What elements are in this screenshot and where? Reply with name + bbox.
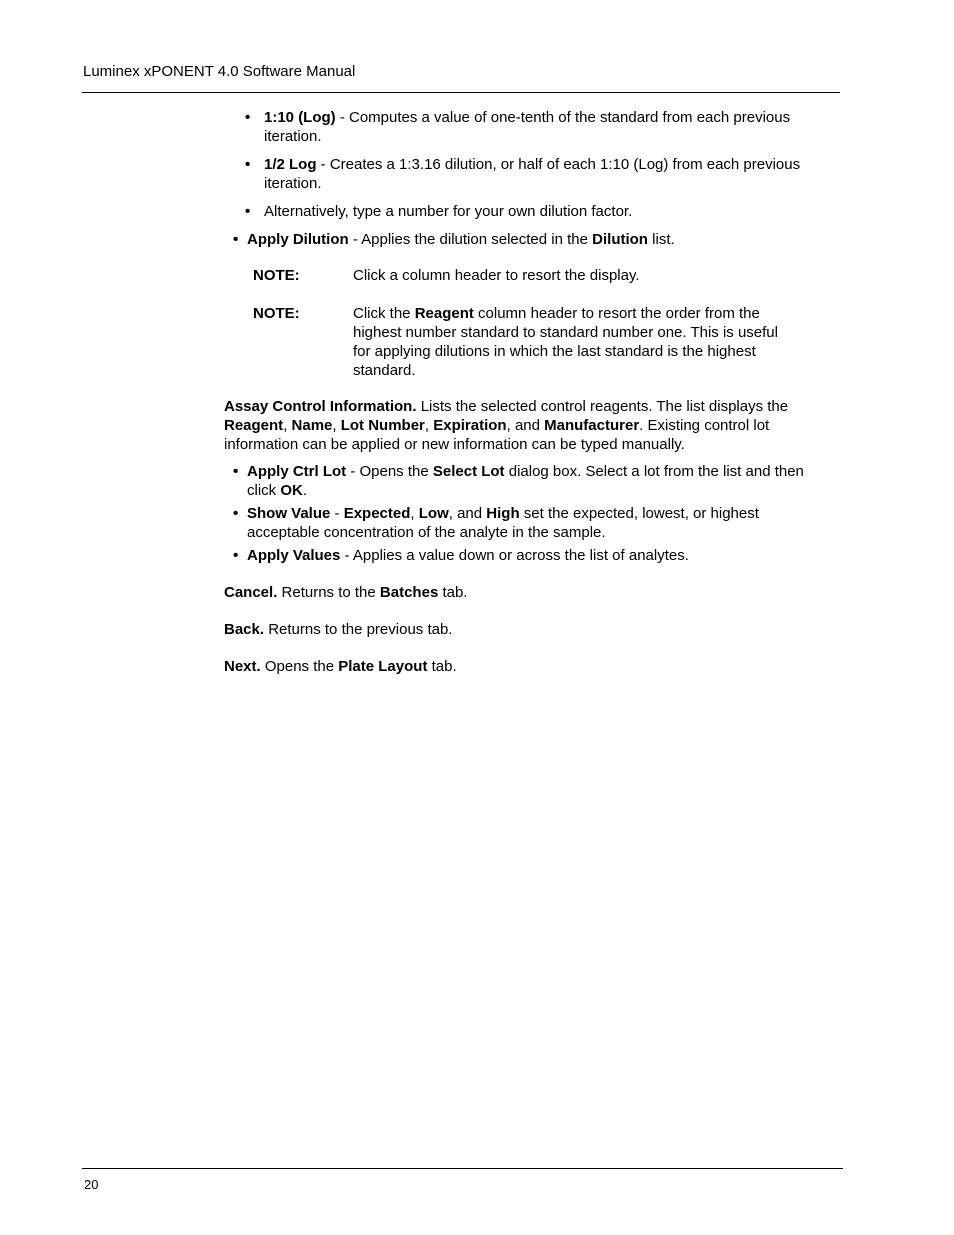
note-text: Click a column header to resort the display. (353, 267, 640, 284)
apply-ctrl-lot-text (247, 462, 835, 500)
show-value-item (233, 504, 835, 542)
text: , (410, 505, 419, 522)
dilution-option-half-log (245, 155, 835, 193)
bullet-icon: • (233, 547, 239, 564)
ok-term: OK (280, 482, 303, 499)
note-2 (253, 304, 813, 380)
text: , and (448, 505, 487, 522)
apply-dilution-label: Apply Dilution (247, 231, 349, 248)
text: Returns to the (277, 584, 380, 601)
text: dialog box. Select a lot from the list and then click (247, 463, 804, 499)
apply-ctrl-lot-item (233, 462, 835, 500)
show-value-label: Show Value (247, 505, 331, 522)
text: Opens the (260, 658, 339, 675)
show-value-text (247, 504, 835, 542)
next-label: Next. (224, 658, 261, 675)
text: , (424, 417, 434, 434)
back-label: Back. (224, 621, 265, 638)
name-term: Name (291, 417, 333, 434)
option-description: - Creates a 1:3.16 dilution, or half of each 1:10 (Log) from each previous iteration. (264, 156, 801, 192)
next-paragraph (224, 657, 834, 676)
option-description: - Computes a value of one-tenth of the standard from each previous iteration. (264, 109, 791, 145)
apply-dilution-item (233, 230, 835, 249)
page-number: 20 (84, 1177, 99, 1192)
text: list. (647, 231, 675, 248)
note-text (353, 304, 798, 380)
text: . Existing control lot information can be applied or new information can be typed manually. (224, 417, 770, 453)
apply-ctrl-lot-label: Apply Ctrl Lot (247, 463, 347, 480)
bullet-icon: • (245, 156, 251, 173)
cancel-paragraph (224, 583, 834, 602)
dilution-option-text (264, 108, 835, 146)
dilution-option-text (264, 155, 835, 193)
text: Click the (353, 305, 415, 322)
low-term: Low (418, 505, 449, 522)
assay-control-label: Assay Control Information. (224, 398, 417, 415)
apply-values-label: Apply Values (247, 547, 341, 564)
note-label: NOTE: (253, 305, 300, 322)
note-1 (253, 266, 813, 285)
assay-control-paragraph (224, 397, 834, 454)
text: column header to resort the order from the highest number standard to standard number one. This is useful for applying dilutions in which the last standard is the highest standard. (353, 305, 778, 379)
batches-term: Batches (379, 584, 439, 601)
apply-values-item (233, 546, 835, 565)
expected-term: Expected (343, 505, 411, 522)
text: - Applies a value down or across the list of analytes. (340, 547, 689, 564)
text: set the expected, lowest, or highest acceptable concentration of the analyte in the sample. (247, 505, 759, 541)
apply-values-text (247, 546, 835, 565)
dilution-option-log (245, 108, 835, 146)
reagent-term: Reagent (224, 417, 284, 434)
select-lot-term: Select Lot (432, 463, 505, 480)
apply-dilution-text (247, 230, 835, 249)
option-label: 1:10 (Log) (264, 109, 336, 126)
text: . (302, 482, 308, 499)
option-label: 1/2 Log (264, 156, 317, 173)
dilution-term: Dilution (592, 231, 648, 248)
text: - (330, 505, 344, 522)
bullet-icon: • (233, 231, 239, 248)
plate-layout-term: Plate Layout (338, 658, 428, 675)
manufacturer-term: Manufacturer (544, 417, 640, 434)
text: tab. (427, 658, 457, 675)
header-rule (82, 92, 840, 93)
text: - Applies the dilution selected in the (348, 231, 593, 248)
footer-rule (82, 1168, 843, 1169)
note-label: NOTE: (253, 267, 300, 284)
dilution-option-custom (245, 202, 835, 221)
expiration-term: Expiration (433, 417, 507, 434)
bullet-icon: • (233, 505, 239, 522)
text: , (283, 417, 292, 434)
text: , (332, 417, 341, 434)
lot-number-term: Lot Number (340, 417, 425, 434)
text: - Opens the (346, 463, 433, 480)
text: , and (506, 417, 545, 434)
back-paragraph (224, 620, 834, 639)
text: Returns to the previous tab. (264, 621, 453, 638)
option-description: Alternatively, type a number for your own dilution factor. (264, 203, 633, 220)
text: tab. (438, 584, 468, 601)
high-term: High (486, 505, 520, 522)
bullet-icon: • (245, 109, 251, 126)
bullet-icon: • (233, 463, 239, 480)
bullet-icon: • (245, 203, 251, 220)
header-title: Luminex xPONENT 4.0 Software Manual (83, 63, 356, 80)
text: Lists the selected control reagents. The list displays the (416, 398, 789, 415)
reagent-term: Reagent (414, 305, 474, 322)
cancel-label: Cancel. (224, 584, 278, 601)
